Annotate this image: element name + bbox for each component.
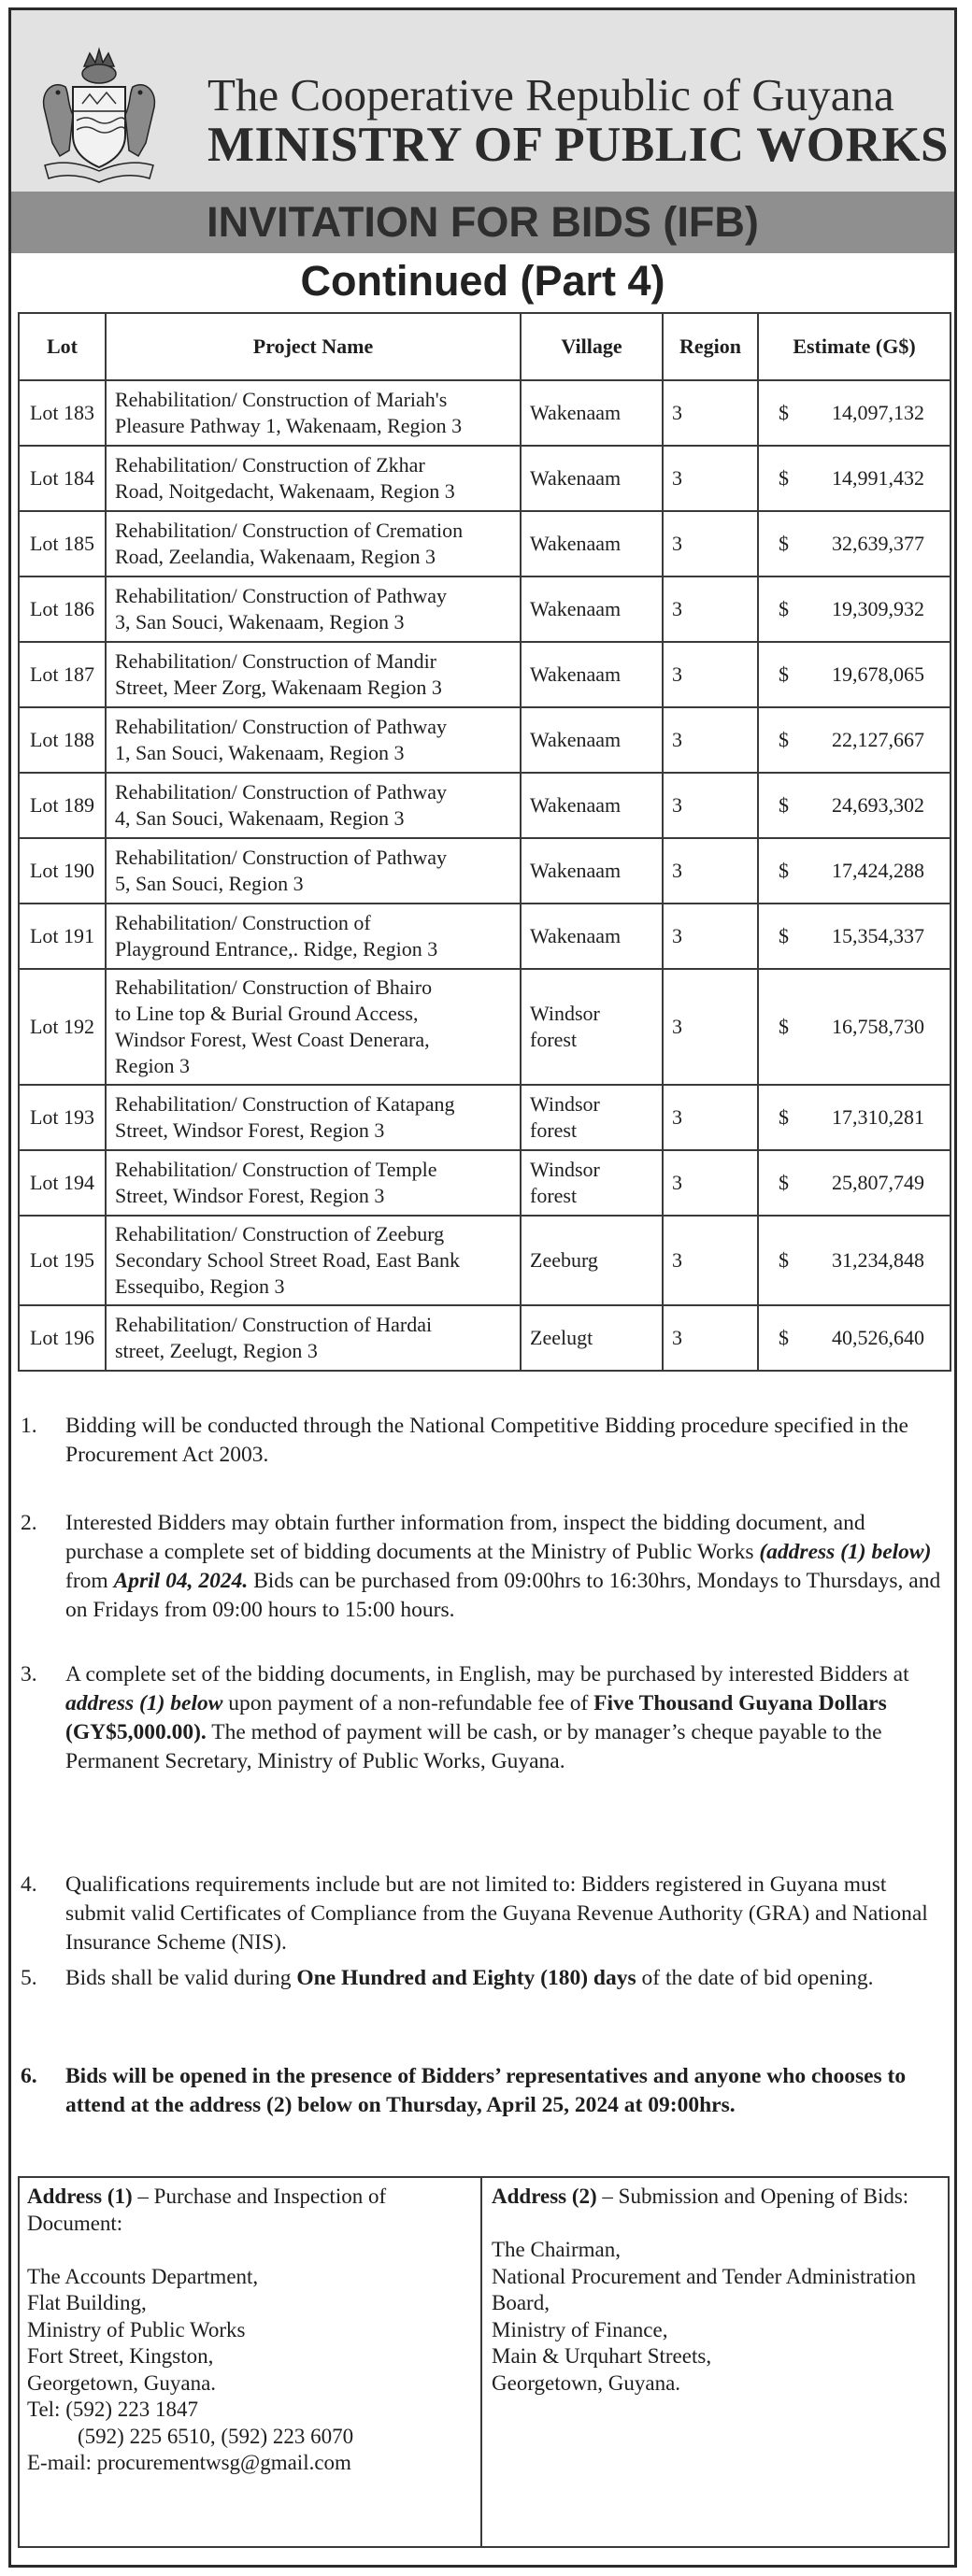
cell-village: Wakenaam xyxy=(521,773,663,838)
cell-lot: Lot 185 xyxy=(19,511,106,576)
cell-estimate xyxy=(758,773,951,838)
cell-lot: Lot 193 xyxy=(19,1085,106,1150)
estimate-amount: 31,234,848 xyxy=(832,1248,924,1272)
cell-lot: Lot 194 xyxy=(19,1150,106,1216)
table-row xyxy=(19,642,951,707)
address-1-line: Georgetown, Guyana. xyxy=(27,2370,217,2395)
cell-lot: Lot 190 xyxy=(19,838,106,904)
currency-symbol: $ xyxy=(779,662,789,686)
address-2-line: Main & Urquhart Streets, xyxy=(492,2344,712,2368)
cell-region: 3 xyxy=(663,1150,758,1216)
cell-region: 3 xyxy=(663,838,758,904)
address-2-line: National Procurement and Tender Administration Board, xyxy=(492,2264,917,2314)
address-divider xyxy=(480,2178,482,2546)
cell-project-name: Rehabilitation/ Construction of Temple Street, Windsor Forest, Region 3 xyxy=(106,1150,521,1216)
cell-lot: Lot 187 xyxy=(19,642,106,707)
address-2-heading: Address (2) – Submission and Opening of Bids: xyxy=(492,2185,909,2208)
estimate-amount: 14,991,432 xyxy=(832,466,924,490)
cell-lot: Lot 195 xyxy=(19,1216,106,1305)
address-1-line: The Accounts Department, xyxy=(27,2264,259,2288)
ifb-title-banner: INVITATION FOR BIDS (IFB) xyxy=(11,192,954,253)
list-item-number: 2. xyxy=(21,1511,37,1535)
list-item-text: A complete set of the bidding documents, in English, may be purchased by interested Bidders at address (1) below upon payment of a non-refundable fee of Five Thousand Guyana Dollars (GY$5,000.00). The method of payment will be cash, or by manager’s cheque payable to the Permanent Secretary, Ministry of Public Works, Guyana. xyxy=(65,1662,909,1773)
header xyxy=(11,10,954,192)
cell-estimate xyxy=(758,446,951,511)
currency-symbol: $ xyxy=(779,728,789,751)
list-item-number: 4. xyxy=(21,1872,37,1897)
list-item-text: Bidding will be conducted through the National Competitive Bidding procedure specified in the Procurement Act 2003. xyxy=(65,1414,908,1467)
cell-estimate xyxy=(758,642,951,707)
currency-symbol: $ xyxy=(779,597,789,620)
estimate-amount: 15,354,337 xyxy=(832,924,924,947)
list-item-number: 6. xyxy=(21,2064,37,2088)
list-item-number: 5. xyxy=(21,1966,37,1990)
table-row xyxy=(19,1085,951,1150)
address-2-line: Georgetown, Guyana. xyxy=(492,2370,681,2395)
currency-symbol: $ xyxy=(779,1015,789,1038)
address-1 xyxy=(27,2184,474,2477)
cell-region: 3 xyxy=(663,1216,758,1305)
currency-symbol: $ xyxy=(779,1171,789,1194)
table-row xyxy=(19,773,951,838)
cell-project-name: Rehabilitation/ Construction of Pathway 5, San Souci, Region 3 xyxy=(106,838,521,904)
estimate-amount: 22,127,667 xyxy=(832,728,924,751)
list-item-text: Bids will be opened in the presence of Bidders’ representatives and anyone who chooses to attend at the address (2) below on Thursday, April 25, 2024 at 09:00hrs. xyxy=(65,2064,907,2117)
cell-estimate xyxy=(758,511,951,576)
table-row xyxy=(19,1216,951,1305)
cell-project-name: Rehabilitation/ Construction of Mandir Street, Meer Zorg, Wakenaam Region 3 xyxy=(106,642,521,707)
cell-project-name: Rehabilitation/ Construction of Mariah's Pleasure Pathway 1, Wakenaam, Region 3 xyxy=(106,380,521,446)
address-1-heading: Address (1) – Purchase and Inspection of Document: xyxy=(27,2185,387,2235)
currency-symbol: $ xyxy=(779,1326,789,1349)
address-1-line: Flat Building, xyxy=(27,2291,147,2314)
cell-project-name: Rehabilitation/ Construction of Zeeburg Secondary School Street Road, East Bank Essequibo, Region 3 xyxy=(106,1216,521,1305)
cell-region: 3 xyxy=(663,969,758,1085)
table-row xyxy=(19,969,951,1085)
cell-lot: Lot 184 xyxy=(19,446,106,511)
list-item-text: Bids shall be valid during One Hundred and Eighty (180) days of the date of bid opening. xyxy=(65,1966,874,1990)
table-row xyxy=(19,838,951,904)
cell-region: 3 xyxy=(663,576,758,642)
list-item xyxy=(21,2062,946,2120)
header-lot: Lot xyxy=(19,313,106,380)
list-item-number: 1. xyxy=(21,1414,37,1438)
address-1-line: Fort Street, Kingston, xyxy=(27,2344,214,2368)
lots-table xyxy=(18,312,951,1372)
cell-region: 3 xyxy=(663,904,758,969)
cell-project-name: Rehabilitation/ Construction of Pathway 4, San Souci, Wakenaam, Region 3 xyxy=(106,773,521,838)
cell-lot: Lot 189 xyxy=(19,773,106,838)
cell-estimate xyxy=(758,1150,951,1216)
currency-symbol: $ xyxy=(779,1105,789,1129)
estimate-amount: 17,424,288 xyxy=(832,859,924,882)
estimate-amount: 14,097,132 xyxy=(832,401,924,424)
list-item xyxy=(21,1660,946,1776)
currency-symbol: $ xyxy=(779,1248,789,1272)
cell-lot: Lot 183 xyxy=(19,380,106,446)
cell-region: 3 xyxy=(663,642,758,707)
estimate-amount: 40,526,640 xyxy=(832,1326,924,1349)
table-header-row xyxy=(19,313,951,380)
table-row xyxy=(19,904,951,969)
currency-symbol: $ xyxy=(779,859,789,882)
cell-estimate xyxy=(758,969,951,1085)
list-item xyxy=(21,1964,946,1993)
list-item xyxy=(21,1509,946,1625)
header-estimate: Estimate (G$) xyxy=(758,313,951,380)
cell-lot: Lot 188 xyxy=(19,707,106,773)
cell-village: Wakenaam xyxy=(521,642,663,707)
list-item xyxy=(21,1871,946,1957)
cell-region: 3 xyxy=(663,707,758,773)
ministry-name: MINISTRY OF PUBLIC WORKS xyxy=(207,118,949,172)
cell-village: Wakenaam xyxy=(521,446,663,511)
cell-estimate xyxy=(758,576,951,642)
cell-project-name: Rehabilitation/ Construction of Zkhar Road, Noitgedacht, Wakenaam, Region 3 xyxy=(106,446,521,511)
cell-village: Zeelugt xyxy=(521,1305,663,1371)
cell-estimate xyxy=(758,380,951,446)
cell-region: 3 xyxy=(663,446,758,511)
cell-village: Windsor forest xyxy=(521,1150,663,1216)
list-item-number: 3. xyxy=(21,1662,37,1686)
table-row xyxy=(19,380,951,446)
cell-region: 3 xyxy=(663,773,758,838)
header-project-name: Project Name xyxy=(106,313,521,380)
cell-region: 3 xyxy=(663,1305,758,1371)
coat-of-arms-icon xyxy=(32,46,166,186)
cell-estimate xyxy=(758,1305,951,1371)
currency-symbol: $ xyxy=(779,532,789,555)
table-row xyxy=(19,511,951,576)
list-item-text: Qualifications requirements include but are not limited to: Bidders registered in Guyana must submit valid Certificates of Compliance from the Guyana Revenue Authority (GRA) and National Insurance Scheme (NIS). xyxy=(65,1872,928,1955)
cell-estimate xyxy=(758,707,951,773)
address-2 xyxy=(492,2184,938,2397)
cell-estimate xyxy=(758,1216,951,1305)
cell-village: Wakenaam xyxy=(521,511,663,576)
cell-lot: Lot 191 xyxy=(19,904,106,969)
cell-village: Wakenaam xyxy=(521,838,663,904)
estimate-amount: 25,807,749 xyxy=(832,1171,924,1194)
table-row xyxy=(19,446,951,511)
cell-estimate xyxy=(758,1085,951,1150)
cell-village: Wakenaam xyxy=(521,904,663,969)
estimate-amount: 32,639,377 xyxy=(832,532,924,555)
cell-project-name: Rehabilitation/ Construction of Katapang Street, Windsor Forest, Region 3 xyxy=(106,1085,521,1150)
estimate-amount: 19,678,065 xyxy=(832,662,924,686)
estimate-amount: 17,310,281 xyxy=(832,1105,924,1129)
header-region: Region xyxy=(663,313,758,380)
cell-estimate xyxy=(758,904,951,969)
currency-symbol: $ xyxy=(779,401,789,424)
currency-symbol: $ xyxy=(779,793,789,817)
table-row xyxy=(19,1305,951,1371)
cell-project-name: Rehabilitation/ Construction of Bhairo to Line top & Burial Ground Access, Windsor Forest, West Coast Denerara, Region 3 xyxy=(106,969,521,1085)
list-item-text: Interested Bidders may obtain further information from, inspect the bidding document, and purchase a complete set of bidding documents at the Ministry of Public Works (address (1) below) from April 04, 2024. Bids can be purchased from 09:00hrs to 16:30hrs, Mondays to Thursdays, and on Fridays from 09:00 hours to 15:00 hours. xyxy=(65,1511,941,1622)
cell-lot: Lot 186 xyxy=(19,576,106,642)
country-name: The Cooperative Republic of Guyana xyxy=(207,69,894,121)
cell-region: 3 xyxy=(663,380,758,446)
cell-region: 3 xyxy=(663,1085,758,1150)
continued-subtitle: Continued (Part 4) xyxy=(300,257,665,305)
table-row xyxy=(19,1150,951,1216)
address-1-line: Ministry of Public Works xyxy=(27,2317,246,2341)
cell-project-name: Rehabilitation/ Construction of Playground Entrance,. Ridge, Region 3 xyxy=(106,904,521,969)
cell-lot: Lot 192 xyxy=(19,969,106,1085)
telephone-2: (592) 225 6510, (592) 223 6070 xyxy=(78,2424,354,2448)
table-row xyxy=(19,707,951,773)
cell-lot: Lot 196 xyxy=(19,1305,106,1371)
estimate-amount: 19,309,932 xyxy=(832,597,924,620)
cell-project-name: Rehabilitation/ Construction of Cremation Road, Zeelandia, Wakenaam, Region 3 xyxy=(106,511,521,576)
cell-project-name: Rehabilitation/ Construction of Hardai street, Zeelugt, Region 3 xyxy=(106,1305,521,1371)
address-box xyxy=(18,2176,950,2548)
address-2-line: Ministry of Finance, xyxy=(492,2317,668,2341)
estimate-amount: 24,693,302 xyxy=(832,793,924,817)
telephone-1: Tel: (592) 223 1847 xyxy=(27,2398,199,2421)
cell-estimate xyxy=(758,838,951,904)
email: E-mail: procurementwsg@gmail.com xyxy=(27,2451,351,2474)
cell-village: Wakenaam xyxy=(521,380,663,446)
cell-project-name: Rehabilitation/ Construction of Pathway 1, San Souci, Wakenaam, Region 3 xyxy=(106,707,521,773)
cell-village: Wakenaam xyxy=(521,707,663,773)
estimate-amount: 16,758,730 xyxy=(832,1015,924,1038)
address-2-line: The Chairman, xyxy=(492,2238,621,2261)
currency-symbol: $ xyxy=(779,466,789,490)
cell-village: Windsor forest xyxy=(521,969,663,1085)
cell-village: Windsor forest xyxy=(521,1085,663,1150)
cell-village: Zeeburg xyxy=(521,1216,663,1305)
list-item xyxy=(21,1412,946,1470)
cell-region: 3 xyxy=(663,511,758,576)
header-village: Village xyxy=(521,313,663,380)
cell-project-name: Rehabilitation/ Construction of Pathway 3, San Souci, Wakenaam, Region 3 xyxy=(106,576,521,642)
cell-village: Wakenaam xyxy=(521,576,663,642)
table-row xyxy=(19,576,951,642)
email-address[interactable]: procurementwsg@gmail.com xyxy=(96,2451,351,2474)
currency-symbol: $ xyxy=(779,924,789,947)
